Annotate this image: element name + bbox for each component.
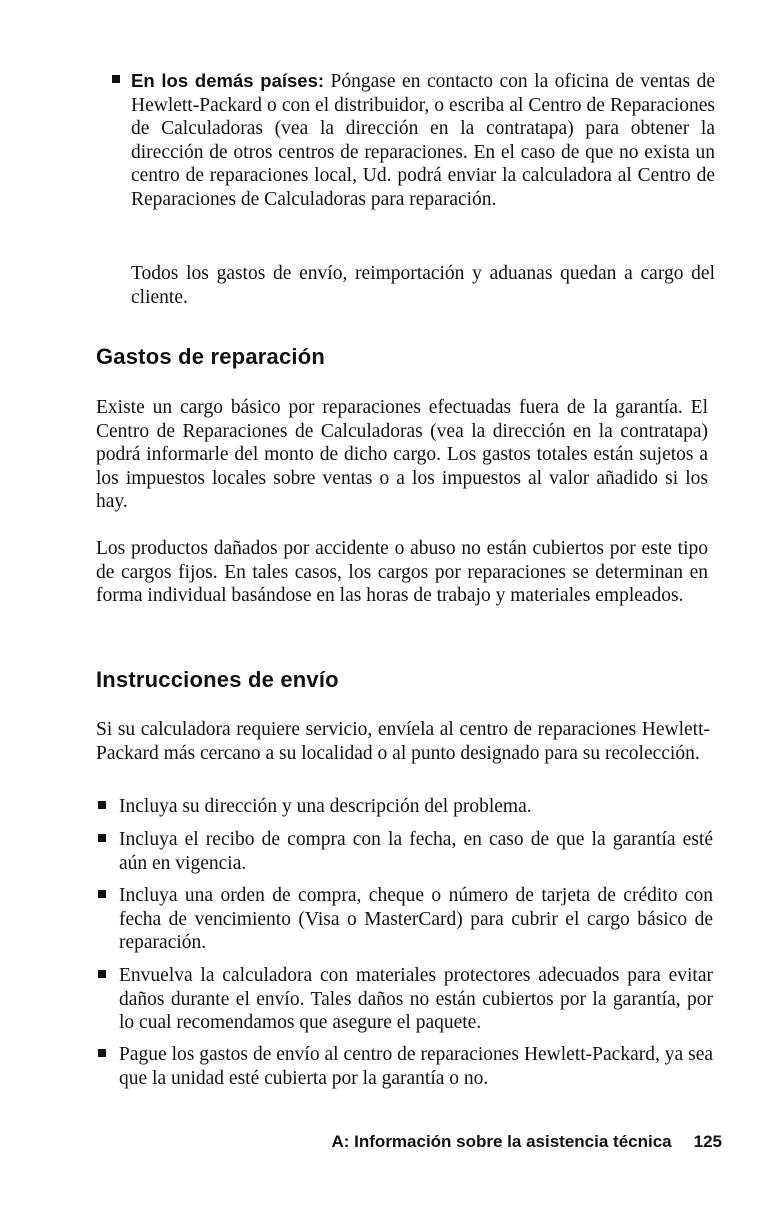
page-number: 125 — [693, 1132, 722, 1151]
shipping-heading: Instrucciones de envío — [96, 667, 339, 692]
footer-section-title: A: Información sobre la asistencia técnica — [331, 1132, 672, 1151]
repair-costs-heading: Gastos de reparación — [96, 344, 325, 369]
bullet-marker — [98, 970, 106, 978]
repair-costs-paragraph-2: Los productos dañados por accidente o abuso no están cubiertos por este tipo de cargos fijos. En tales casos, los cargos por reparaciones se determinan en forma individual basándose en las horas de trabajo y materiales empleados. — [96, 538, 708, 606]
other-countries-text: Póngase en contacto con la oficina de ventas de Hewlett-Packard o con el distribuidor, o escriba al Centro de Reparaciones de Calculadoras (vea la dirección en la contratapa) para obtener la dirección de otros centros de reparaciones. En el caso de que no exista un centro de reparaciones local, Ud. podrá enviar la calculadora al Centro de Reparaciones de Calculadoras para reparación. — [131, 71, 715, 210]
bullet-marker — [112, 75, 120, 83]
shipping-item: Incluya su dirección y una descripción del problema. — [119, 796, 532, 817]
page-footer — [262, 1132, 722, 1152]
shipping-item: Incluya el recibo de compra con la fecha, en caso de que la garantía esté aún en vigencia. — [119, 829, 713, 874]
bullet-marker — [98, 834, 106, 842]
shipping-item: Envuelva la calculadora con materiales protectores adecuados para evitar daños durante el envío. Tales daños no están cubiertos por la garantía, por lo cual recomendamos que asegure el paquete. — [119, 965, 713, 1033]
other-countries-paragraph — [131, 69, 715, 211]
shipping-item: Incluya una orden de compra, cheque o número de tarjeta de crédito con fecha de vencimiento (Visa o MasterCard) para cubrir el cargo básico de reparación. — [119, 885, 713, 953]
bullet-marker — [98, 1049, 106, 1057]
repair-costs-paragraph-1: Existe un cargo básico por reparaciones efectuadas fuera de la garantía. El Centro de Reparaciones de Calculadoras (vea la dirección en la contratapa) podrá informarle del monto de dicho cargo. Los gastos totales están sujetos a los impuestos locales sobre ventas o a los impuestos al valor añadido si los hay. — [96, 397, 708, 512]
other-countries-lead: En los demás países: — [131, 70, 325, 91]
bullet-marker — [98, 890, 106, 898]
shipping-item: Pague los gastos de envío al centro de reparaciones Hewlett-Packard, ya sea que la unidad esté cubierta por la garantía o no. — [119, 1044, 713, 1089]
shipping-intro: Si su calculadora requiere servicio, envíela al centro de reparaciones Hewlett-Packard más cercano a su localidad o al punto designado para su recolección. — [96, 719, 710, 764]
bullet-marker — [98, 801, 106, 809]
shipping-costs-note: Todos los gastos de envío, reimportación y aduanas quedan a cargo del cliente. — [131, 263, 715, 308]
